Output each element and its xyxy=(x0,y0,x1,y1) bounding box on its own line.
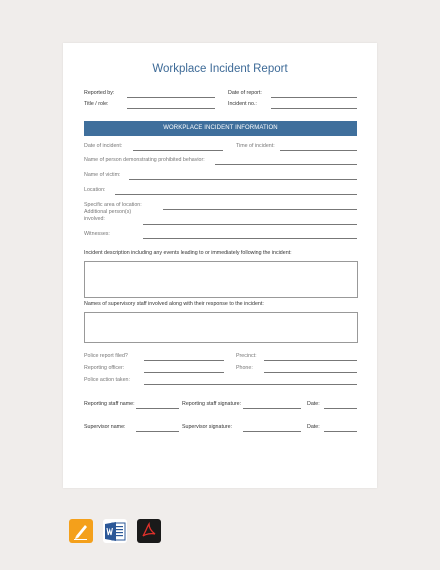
additional-persons-line[interactable] xyxy=(143,224,357,225)
supervisor-name-line[interactable] xyxy=(136,431,179,432)
date-label-2: Date: xyxy=(307,424,320,430)
date-label-1: Date: xyxy=(307,401,320,407)
reported-by-label: Reported by: xyxy=(84,90,115,96)
precinct-label: Precinct: xyxy=(236,353,257,359)
incident-no-line[interactable] xyxy=(271,108,357,109)
title-role-line[interactable] xyxy=(127,108,215,109)
date-of-report-line[interactable] xyxy=(271,97,357,98)
date-of-incident-label: Date of incident: xyxy=(84,143,123,149)
supervisory-textbox[interactable] xyxy=(84,312,358,343)
date-of-incident-line[interactable] xyxy=(133,150,223,151)
date-line-1[interactable] xyxy=(324,408,357,409)
title-role-label: Title / role: xyxy=(84,101,109,107)
reporting-staff-name-label: Reporting staff name: xyxy=(84,401,135,407)
date-line-2[interactable] xyxy=(324,431,357,432)
supervisor-name-label: Supervisor name: xyxy=(84,424,126,430)
reporting-staff-signature-label: Reporting staff signature: xyxy=(182,401,242,407)
phone-label: Phone: xyxy=(236,365,253,371)
pencil-icon xyxy=(69,519,93,543)
pdf-icon[interactable] xyxy=(137,519,161,543)
date-of-report-label: Date of report: xyxy=(228,90,262,96)
name-demonstrating-label: Name of person demonstrating prohibited behavior: xyxy=(84,157,205,163)
police-action-taken-line[interactable] xyxy=(144,384,357,385)
name-of-victim-line[interactable] xyxy=(129,179,357,180)
acrobat-logo-icon xyxy=(137,519,161,543)
supervisor-signature-line[interactable] xyxy=(243,431,301,432)
name-demonstrating-line[interactable] xyxy=(215,164,357,165)
name-of-victim-label: Name of victim: xyxy=(84,172,121,178)
document-page xyxy=(63,43,377,488)
section-banner: WORKPLACE INCIDENT INFORMATION xyxy=(84,121,357,136)
witnesses-label: Witnesses: xyxy=(84,231,110,237)
specific-area-label: Specific area of location: xyxy=(84,202,142,208)
description-textbox[interactable] xyxy=(84,261,358,298)
supervisory-prompt: Names of supervisory staff involved along with their response to the incident: xyxy=(84,301,264,307)
reported-by-line[interactable] xyxy=(127,97,215,98)
time-of-incident-label: Time of incident: xyxy=(236,143,275,149)
location-label: Location: xyxy=(84,187,106,193)
specific-area-line[interactable] xyxy=(163,209,357,210)
incident-no-label: Incident no.: xyxy=(228,101,257,107)
police-report-filed-label: Police report filed? xyxy=(84,353,128,359)
police-action-taken-label: Police action taken: xyxy=(84,377,130,383)
phone-line[interactable] xyxy=(264,372,357,373)
word-icon[interactable] xyxy=(103,519,127,543)
reporting-staff-name-line[interactable] xyxy=(136,408,179,409)
description-prompt: Incident description including any events leading to or immediately following the incident: xyxy=(84,250,292,256)
police-report-filed-line[interactable] xyxy=(144,360,224,361)
precinct-line[interactable] xyxy=(264,360,357,361)
additional-persons-label-2: involved: xyxy=(84,216,105,222)
reporting-officer-line[interactable] xyxy=(144,372,224,373)
witnesses-line[interactable] xyxy=(143,238,357,239)
document-title: Workplace Incident Report xyxy=(152,63,288,75)
word-logo-icon xyxy=(103,519,127,543)
reporting-officer-label: Reporting officer: xyxy=(84,365,125,371)
reporting-staff-signature-line[interactable] xyxy=(243,408,301,409)
pages-icon[interactable] xyxy=(69,519,93,543)
additional-persons-label-1: Additional person(s) xyxy=(84,209,132,215)
location-line[interactable] xyxy=(115,194,357,195)
time-of-incident-line[interactable] xyxy=(280,150,357,151)
supervisor-signature-label: Supervisor signature: xyxy=(182,424,233,430)
